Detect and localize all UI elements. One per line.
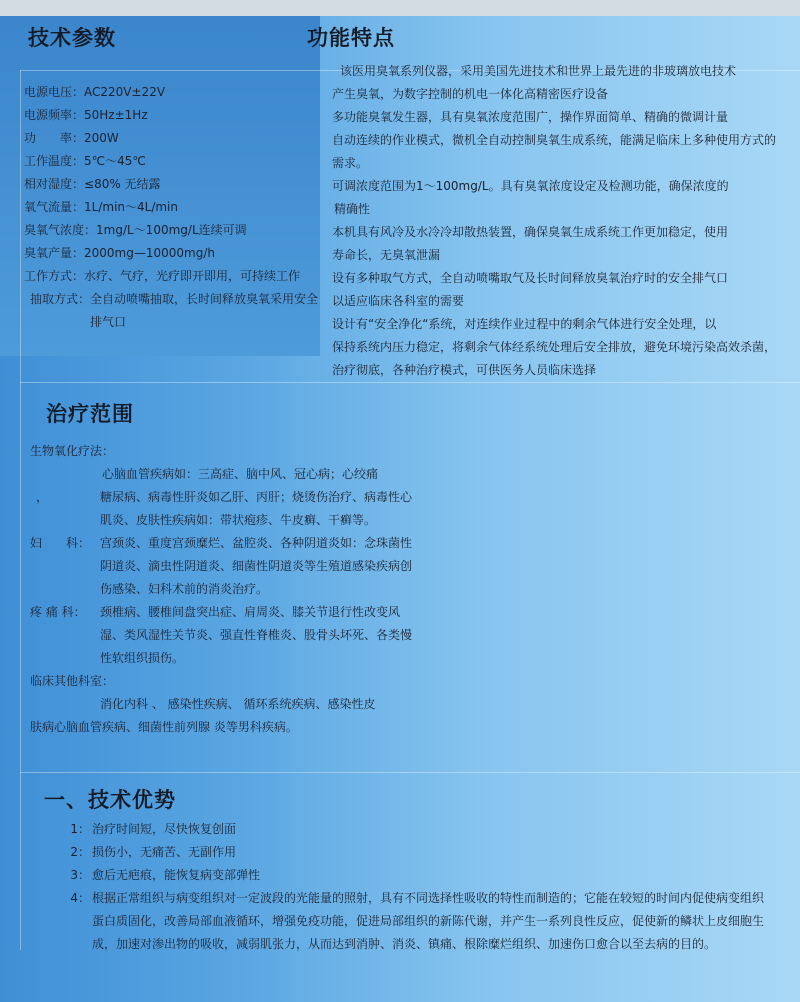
param-value: ≤80% 无结露 — [84, 177, 161, 191]
treatment-title: 治疗范围 — [46, 402, 134, 426]
param-value: 5℃～45℃ — [84, 154, 146, 168]
pain-row — [30, 601, 415, 670]
features-list — [332, 60, 787, 382]
feature-line: 寿命长，无臭氧泄漏 — [332, 248, 441, 262]
advantage-num: 3： — [70, 868, 90, 882]
param-row — [24, 173, 320, 196]
param-row — [24, 219, 320, 242]
param-value: 200W — [84, 131, 119, 145]
param-value: AC220V±22V — [84, 85, 166, 99]
param-value: 50Hz±1Hz — [84, 108, 148, 122]
advantage-text: 根据正常组织与病变组织对一定波段的光能量的照射，具有不同选择性吸收的特性而制造的；它能在较短的时间内促使病变组织蛋白质固化，改善局部血液循环，增强免疫功能，促进局部组织的新陈代谢，并产生一系列良性反应，促使新的鳞状上皮细胞生成，加速对渗出物的吸收，减弱肌张力，从而达到消肿、消炎、镇痛、根除糜烂组织、加速伤口愈合以至去病的目的。 — [92, 891, 765, 951]
feature-paragraph — [332, 175, 787, 221]
param-row — [24, 196, 320, 219]
param-value: 2000mg—10000mg/h — [84, 246, 215, 260]
features-title: 功能特点 — [307, 26, 395, 50]
param-label: 电源电压： — [24, 85, 85, 99]
param-label: 电源频率： — [24, 108, 85, 122]
param-row — [24, 150, 320, 173]
cardio-cont-row — [30, 486, 415, 532]
feature-line: 保持系统内压力稳定，将剩余气体经系统处理后安全排放，避免环境污染高效杀菌，治疗彻底，各种治疗模式，可供医务人员临床选择 — [332, 340, 777, 377]
advantage-item — [66, 864, 771, 887]
advantage-text: 损伤小，无痛苦、无副作用 — [92, 845, 237, 859]
feature-paragraph — [332, 60, 787, 106]
param-label: 功 率： — [24, 131, 85, 145]
gyn-text: 宫颈炎、重度宫颈糜烂、盆腔炎、各种阴道炎如：念珠菌性阴道炎、滴虫性阴道炎、细菌性阴道炎等生殖道感染疾病创伤感染、妇科术前的消炎治疗。 — [100, 536, 413, 596]
cardio-text: 心脑血管疾病如：三高症、脑中风、冠心病；心绞痛 — [102, 467, 379, 481]
feature-line: 可调浓度范围为1～100mg/L。具有臭氧浓度设定及检测功能，确保浓度的 — [332, 179, 729, 193]
param-row — [24, 104, 320, 127]
gyn-label: 妇 科： — [30, 536, 91, 550]
rule-lower — [20, 772, 800, 773]
param-value: 水疗、气疗，光疗即开即用，可持续工作 — [84, 269, 301, 283]
other-text-2: 肤病心脑血管疾病、细菌性前列腺 炎等男科疾病。 — [30, 720, 298, 734]
feature-line: 自动连续的作业模式，微机全自动控制臭氧生成系统，能满足临床上多种使用方式的需求。 — [332, 133, 777, 170]
param-value: 1L/min～4L/min — [84, 200, 179, 214]
other-text-1: 消化内科 、 感染性疾病、 循环系统疾病、感染性皮 — [100, 697, 376, 711]
feature-paragraph — [332, 106, 787, 175]
feature-line: 以适应临床各科室的需要 — [332, 294, 465, 308]
left-rule — [20, 70, 21, 950]
param-value: 全自动喷嘴抽取，长时间释放臭氧采用安全排气口 — [90, 292, 319, 329]
param-label: 臭氧产量： — [24, 246, 85, 260]
feature-line: 本机具有风冷及水冷冷却散热装置，确保臭氧生成系统工作更加稳定，使用 — [332, 225, 729, 239]
param-label: 氧气流量： — [24, 200, 85, 214]
advantages-title: 一、技术优势 — [44, 788, 176, 812]
param-label: 相对湿度： — [24, 177, 85, 191]
top-bar — [0, 0, 800, 16]
advantage-item — [66, 818, 771, 841]
other-label: 临床其他科室： — [30, 674, 115, 688]
feature-paragraph — [332, 313, 787, 382]
advantage-text: 愈后无疤痕，能恢复病变部弹性 — [92, 868, 261, 882]
param-label: 臭氧气浓度： — [24, 223, 97, 237]
advantage-item — [66, 841, 771, 864]
feature-line: 多功能臭氧发生器，具有臭氧浓度范围广，操作界面简单、精确的微调计量 — [332, 110, 729, 124]
cardio-cont: 糖尿病、病毒性肝炎如乙肝、丙肝；烧烫伤治疗、病毒性心肌炎、皮肤性疾病如：带状疱疹、牛皮癣、干癣等。 — [100, 490, 413, 527]
pain-label: 疼 痛 科： — [30, 605, 86, 619]
comma-mark: ， — [36, 490, 49, 504]
feature-line: 设计有“安全净化“系统，对连续作业过程中的剩余气体进行安全处理，以 — [332, 317, 717, 331]
treatment-list — [30, 440, 415, 739]
tech-params-title: 技术参数 — [28, 26, 116, 50]
feature-line: 该医用臭氧系列仪器，采用美国先进技术和世界上最先进的非玻璃放电技术 — [340, 64, 737, 78]
param-row — [24, 81, 320, 104]
param-row — [24, 288, 320, 334]
advantage-text: 治疗时间短，尽快恢复创面 — [92, 822, 237, 836]
gyn-row — [30, 532, 415, 601]
advantage-num: 1： — [70, 822, 90, 836]
feature-line: 产生臭氧，为数字控制的机电一体化高精密医疗设备 — [332, 87, 609, 101]
advantages-list — [66, 818, 771, 956]
tech-params-list — [24, 81, 320, 334]
param-label: 工作温度： — [24, 154, 85, 168]
param-row — [24, 265, 320, 288]
param-value: 1mg/L～100mg/L连续可调 — [96, 223, 247, 237]
feature-paragraph — [332, 221, 787, 267]
bio-label: 生物氧化疗法： — [30, 444, 115, 458]
param-row — [24, 127, 320, 150]
advantage-num: 4： — [70, 891, 90, 905]
feature-line: 设有多种取气方式，全自动喷嘴取气及长时间释放臭氧治疗时的安全排气口 — [332, 271, 729, 285]
param-label: 抽取方式： — [30, 292, 91, 306]
feature-line: 精确性 — [334, 202, 371, 216]
advantage-item — [66, 887, 771, 956]
param-label: 工作方式： — [24, 269, 85, 283]
rule-mid — [20, 382, 800, 383]
advantage-num: 2： — [70, 845, 90, 859]
feature-paragraph — [332, 267, 787, 313]
param-row — [24, 242, 320, 265]
pain-text: 颈椎病、腰椎间盘突出症、肩周炎、膝关节退行性改变风湿、类风湿性关节炎、强直性脊椎炎、股骨头坏死、各类慢性软组织损伤。 — [100, 605, 413, 665]
